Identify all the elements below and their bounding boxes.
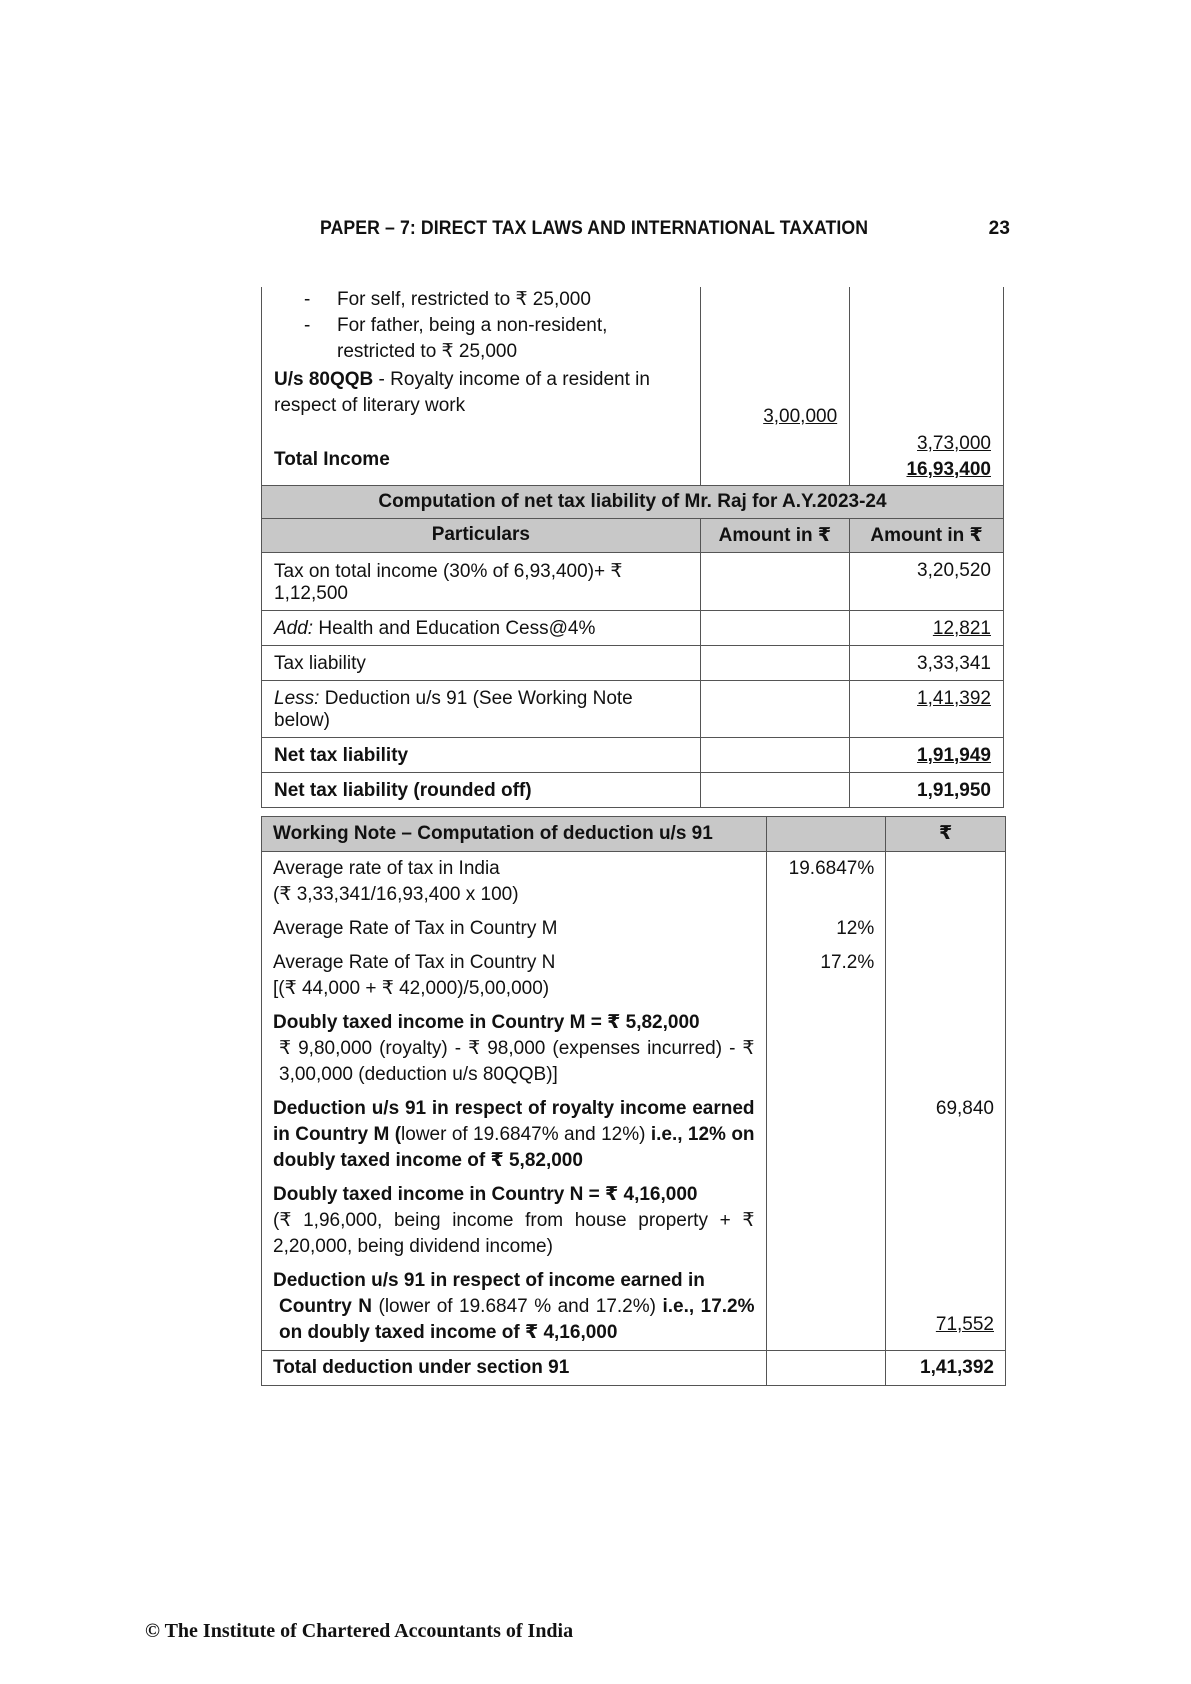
table-row: Tax on total income (30% of 6,93,400)+ ₹ 1,12,500 3,20,520 bbox=[262, 553, 1004, 611]
table-row: Average Rate of Tax in Country N [(₹ 44,000 + ₹ 42,000)/5,00,000) 17.2% bbox=[262, 946, 1006, 1006]
qqb-amount: 3,00,000 bbox=[763, 406, 838, 427]
table-row: Doubly taxed income in Country M = ₹ 5,82,000 ₹ 9,80,000 (royalty) - ₹ 98,000 (expenses incurred) - ₹ 3,00,000 (deduction u/s 80QQB)] bbox=[262, 1006, 1006, 1092]
table-row: Net tax liability 1,91,949 bbox=[262, 738, 1004, 773]
table-row bbox=[262, 287, 1004, 486]
table-row: Doubly taxed income in Country N = ₹ 4,16,000 (₹ 1,96,000, being income from house property + ₹ 2,20,000, being dividend income) bbox=[262, 1178, 1006, 1264]
page-header bbox=[320, 218, 1010, 244]
table-row: Deduction u/s 91 in respect of income earned in Country N (lower of 19.6847 % and 17.2%) i.e., 17.2% on doubly taxed income of ₹ 4,16,000 71,552 bbox=[262, 1264, 1006, 1351]
col-particulars: Particulars bbox=[262, 519, 701, 553]
table-header-row bbox=[262, 817, 1006, 852]
page-number: 23 bbox=[988, 218, 1010, 239]
col-amount-1: Amount in ₹ bbox=[700, 519, 850, 553]
deduction-total: 3,73,000 bbox=[917, 433, 991, 454]
deduction-80qqb: U/s 80QQB - Royalty income of a resident in respect of literary work bbox=[274, 369, 650, 416]
col-amount-2: Amount in ₹ bbox=[850, 519, 1004, 553]
table-row: Total deduction under section 91 1,41,392 bbox=[262, 1351, 1006, 1386]
table-row bbox=[262, 486, 1004, 519]
copyright-footer: © The Institute of Chartered Accountants of India bbox=[145, 1620, 574, 1642]
table-row: Tax liability 3,33,341 bbox=[262, 646, 1004, 681]
list-item: - For father, being a non-resident, restricted to ₹ 25,000 bbox=[304, 315, 608, 362]
table-row: Average rate of tax in India (₹ 3,33,341/16,93,400 x 100) 19.6847% bbox=[262, 852, 1006, 913]
table-row: Average Rate of Tax in Country M 12% bbox=[262, 912, 1006, 946]
list-item: - For self, restricted to ₹ 25,000 bbox=[304, 289, 591, 310]
computation-title: Computation of net tax liability of Mr. Raj for A.Y.2023-24 bbox=[262, 486, 1004, 519]
table-row: Deduction u/s 91 in respect of royalty income earned in Country M (lower of 19.6847% and 12%) i.e., 12% on doubly taxed income of ₹ 5,82,000 69,840 bbox=[262, 1092, 1006, 1178]
table-row: Less: Deduction u/s 91 (See Working Note below) 1,41,392 bbox=[262, 681, 1004, 738]
table-header-row bbox=[262, 519, 1004, 553]
currency-header: ₹ bbox=[886, 817, 1006, 852]
total-income-label: Total Income bbox=[274, 449, 390, 470]
table-row: Add: Health and Education Cess@4% 12,821 bbox=[262, 611, 1004, 646]
working-note-title: Working Note – Computation of deduction u/s 91 bbox=[262, 817, 767, 852]
income-computation-table bbox=[261, 287, 1004, 808]
working-note-table bbox=[261, 816, 1006, 1386]
paper-title: PAPER – 7: DIRECT TAX LAWS AND INTERNATIONAL TAXATION bbox=[320, 218, 869, 239]
table-row: Net tax liability (rounded off) 1,91,950 bbox=[262, 773, 1004, 808]
total-income-value: 16,93,400 bbox=[906, 459, 991, 480]
